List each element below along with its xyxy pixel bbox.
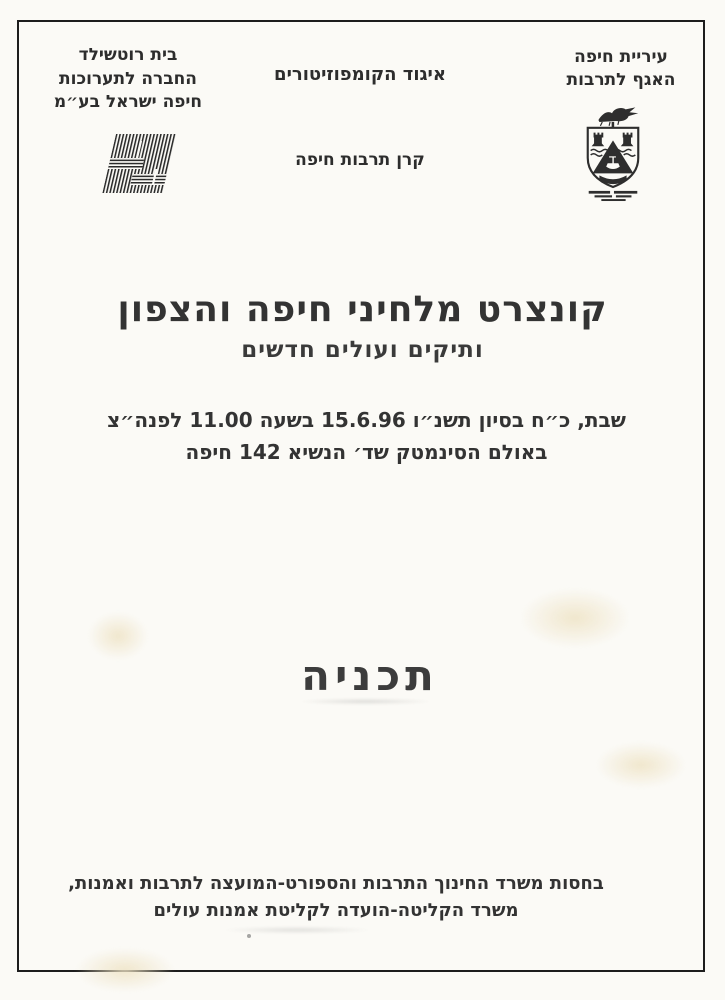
scan-smudge xyxy=(222,926,372,934)
header-municipality xyxy=(558,46,684,92)
concert-subtitle: ותיקים ועולים חדשים xyxy=(241,337,484,363)
date-venue-block xyxy=(4,404,725,468)
municipality-name: עיריית חיפה xyxy=(574,47,668,67)
rothschild-line2: החברה לתערוכות xyxy=(59,68,197,89)
rothschild-maze-logo-icon xyxy=(101,133,181,199)
haifa-emblem-icon xyxy=(579,104,647,208)
sponsors-line2: משרד הקליטה-הועדה לקליטת אמנות עולים xyxy=(153,900,519,921)
sponsors-line1: בחסות משרד החינוך התרבות והספורט-המועצה לתרבות ואמנות, xyxy=(68,873,604,894)
concert-title: קונצרט מלחיני חיפה והצפון xyxy=(117,289,608,330)
scan-smudge xyxy=(298,698,433,705)
date-line: שבת, כ״ח בסיון תשנ״ו 15.6.96 בשעה 11.00 לפנה״צ xyxy=(107,408,626,432)
title-block xyxy=(0,289,725,363)
program-heading: תכניה xyxy=(301,651,439,700)
municipality-department: האגף לתרבות xyxy=(566,70,676,90)
culture-fund-name: קרן תרבות חיפה xyxy=(295,150,425,170)
header-rothschild xyxy=(38,44,218,115)
venue-line: באולם הסינמטק שד׳ הנשיא 142 חיפה xyxy=(185,440,548,464)
sponsors-block xyxy=(0,870,672,924)
composers-union-name: איגוד הקומפוזיטורים xyxy=(274,64,446,85)
rothschild-line1: בית רוטשילד xyxy=(78,45,178,65)
paper-stain xyxy=(75,948,175,992)
rothschild-line3: חיפה ישראל בע״מ xyxy=(53,92,203,112)
scan-speck xyxy=(247,934,251,938)
paper-stain xyxy=(88,612,148,660)
paper-stain xyxy=(596,742,686,788)
paper-stain xyxy=(520,588,630,648)
